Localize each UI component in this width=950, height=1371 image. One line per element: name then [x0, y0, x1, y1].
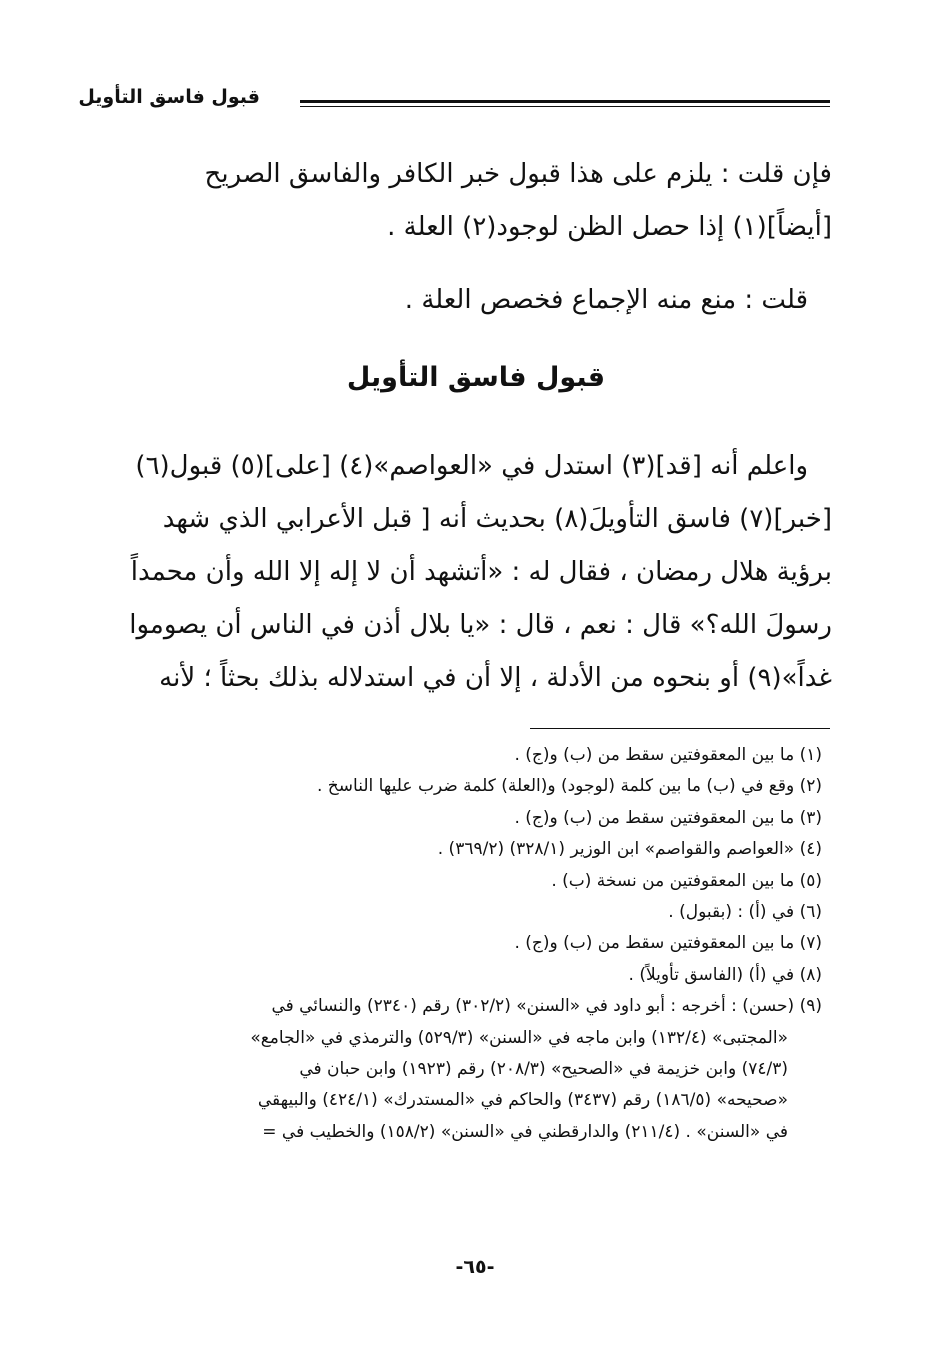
footnote-3: (٣) ما بين المعقوفتين سقط من (ب) و(ج) . [514, 807, 822, 828]
footnote-8: (٨) في (أ) (الفاسق تأويلاً) . [628, 964, 822, 985]
text-line: قلت : منع منه الإجماع فخصص العلة . [404, 285, 808, 315]
footnote-9-continuation: «المجتبى» (١٣٢/٤) وابن ماجه في «السنن» (٥٢٩/٣) والترمذي في «الجامع» [250, 1027, 788, 1048]
text-line: رسولَ الله؟» قال : نعم ، قال : «يا بلال أذن في الناس أن يصوموا [129, 610, 832, 640]
text-line: فإن قلت : يلزم على هذا قبول خبر الكافر والفاسق الصريح [204, 159, 832, 189]
footnote-6: (٦) في (أ) : (بقبول) . [668, 902, 822, 923]
footnote-separator [530, 728, 830, 729]
footnote-9-continuation: «صحيحه» (١٨٦/٥) رقم (٣٤٣٧) والحاكم في «المستدرك» (٤٢٤/١) والبيهقي [257, 1090, 788, 1111]
paragraph-objection [120, 148, 832, 254]
footnote-7: (٧) ما بين المعقوفتين سقط من (ب) و(ج) . [514, 933, 822, 954]
text-line: [أيضاً](١) إذا حصل الظن لوجود(٢) العلة . [387, 212, 832, 242]
text-line: واعلم أنه [قد](٣) استدل في «العواصم»(٤) [على](٥) قبول(٦) [135, 451, 808, 481]
footnotes [100, 740, 822, 1148]
footnote-9: (٩) (حسن) : أخرجه : أبو داود في «السنن» (٣٠٢/٢) رقم (٢٣٤٠) والنسائي في [271, 996, 822, 1017]
footnote-9-continuation: (٧٤/٣) وابن خزيمة في «الصحيح» (٢٠٨/٣) رقم (١٩٢٣) وابن حبان في [299, 1059, 788, 1080]
paragraph-reply [120, 274, 832, 327]
paragraph-main [120, 440, 832, 705]
section-heading: قبول فاسق التأويل [346, 362, 606, 393]
footnote-2: (٢) وقع في (ب) ما بين كلمة (لوجود) و(العلة) كلمة ضرب عليها الناسخ . [316, 776, 822, 797]
text-line: [خبر](٧) فاسق التأويلَ(٨) بحديث أنه [ قبل الأعرابي الذي شهد [162, 504, 832, 534]
footnote-5: (٥) ما بين المعقوفتين من نسخة (ب) . [551, 870, 822, 891]
running-head-title: قبول فاسق التأويل [78, 86, 260, 108]
footnote-1: (١) ما بين المعقوفتين سقط من (ب) و(ج) . [514, 745, 822, 765]
header-rule [300, 100, 830, 103]
text-line: برؤية هلال رمضان ، فقال له : «أتشهد أن لا إله إلا الله وأن محمداً [130, 557, 832, 587]
footnote-4: (٤) «العواصم والقواصم» ابن الوزير (٣٢٨/١) (٣٦٩/٢) . [437, 839, 822, 860]
text-line: غداً»(٩) أو بنحوه من الأدلة ، إلا أن في استدلاله بذلك بحثاً ؛ لأنه [159, 663, 832, 693]
page-number: -٦٥- [455, 1256, 495, 1278]
footnote-9-continuation: في «السنن» . (٢١١/٤) والدارقطني في «السنن» (١٥٨/٢) والخطيب في = [262, 1121, 788, 1142]
